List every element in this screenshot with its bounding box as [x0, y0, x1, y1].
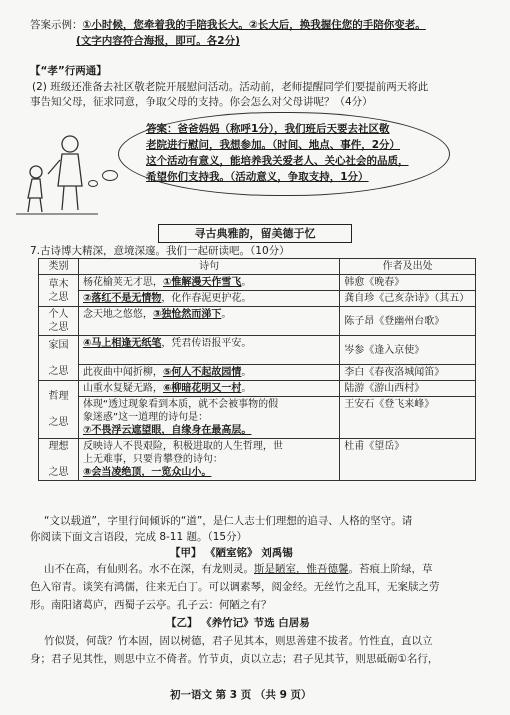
verse-cell: 念天地之悠悠，③独怆然而涕下。	[78, 307, 339, 336]
verse-cell: ④马上相逢无纸笔，凭君传语报平安。	[78, 336, 339, 365]
question-2-line-1: (2) 班级还准备去社区敬老院开展慰问活动。活动前，老师提醒同学们要提前两天将此	[32, 81, 429, 93]
table-header-row	[39, 259, 476, 275]
category-cell: 草木 之思	[39, 275, 79, 307]
mother-child-illustration	[12, 126, 102, 216]
header-verse: 诗句	[78, 259, 339, 275]
table-row	[39, 397, 476, 439]
poem-table	[38, 258, 476, 481]
answer-score-note: (文字内容符合海报，即可。各2分)	[76, 35, 240, 47]
category-cell: 理想 之思	[39, 439, 79, 481]
wen-intro-2: 你阅读下面文言语段，完成 8-11 题。（15分）	[30, 531, 248, 543]
verse-cell: 体现“透过现象看到本质，就不会被事物的假 象迷惑”这一道理的诗句是： ⑦不畏浮云遮望眼，自缘身在最高层。	[78, 397, 339, 439]
jia-title: 【甲】 《陋室铭》 刘禹锡	[170, 547, 293, 559]
cloud-answer-3: 这个活动有意义，能培养我关爱老人、关心社会的品质，	[146, 155, 409, 167]
source-cell: 李白《春夜洛城闻笛》	[340, 365, 476, 381]
cloud-answer-2: 老院进行慰问，我想参加。（时间、地点、事件，2分）	[146, 139, 401, 151]
answer-label: 答案示例：	[30, 19, 83, 31]
jia-line-2: 色入帘青。谈笑有鸿儒，往来无白丁。可以调素琴，阅金经。无丝竹之乱耳，无案牍之劳	[30, 581, 440, 593]
source-cell: 陆游《游山西村》	[340, 381, 476, 397]
table-row	[39, 365, 476, 381]
verse-cell: ②落红不是无情物，化作春泥更护花。	[78, 291, 339, 307]
wen-intro-1: “文以载道”，字里行间倾诉的“道”，是仁人志士们理想的追寻、人格的坚守。请	[44, 515, 413, 527]
question-7-intro: 7.古诗博大精深，意境深邃。我们一起研读吧。（10分）	[30, 245, 290, 257]
source-cell: 岑参《逢入京使》	[340, 336, 476, 365]
category-cell: 家国 之思	[39, 336, 79, 381]
header-source: 作者及出处	[340, 259, 476, 275]
jia-line-1: 山不在高，有仙则名。水不在深，有龙则灵。斯是陋室，惟吾德馨。苔痕上阶绿，草	[44, 563, 433, 575]
table-row	[39, 381, 476, 397]
verse-cell: 杨花榆荚无才思，①惟解漫天作雪飞。	[78, 275, 339, 291]
section-heading-xiao: 【“孝”行两通】	[30, 65, 107, 77]
verse-cell: 山重水复疑无路，⑥柳暗花明又一村。	[78, 381, 339, 397]
yi-line-1: 竹似贤，何哉？竹本固，固以树德，君子见其本，则思善建不拔者。竹性直，直以立	[44, 635, 433, 647]
cloud-tail	[102, 170, 118, 181]
table-row	[39, 336, 476, 365]
answer-text-1: ①小时候，您牵着我的手陪我长大。②长大后，换我握住您的手陪你变老。	[82, 19, 426, 31]
cloud-answer-1: 答案：爸爸妈妈（称呼1分），我们班后天要去社区敬	[146, 123, 390, 135]
cloud-tail-small	[88, 180, 98, 187]
source-cell: 龚自珍《己亥杂诗》（其五）	[340, 291, 476, 307]
source-cell: 王安石《登飞来峰》	[340, 397, 476, 439]
table-row	[39, 307, 476, 336]
answer-example-line	[30, 18, 426, 32]
cloud-answer-4: 希望你们支持我。（活动意义，争取支持，1分）	[146, 171, 369, 183]
source-cell: 韩愈《晚春》	[340, 275, 476, 291]
header-category: 类别	[39, 259, 79, 275]
verse-cell: 反映诗人不畏艰险，积极进取的人生哲理，世 上无难事，只要肯攀登的诗句： ⑧会当凌绝顶，一览众山小。	[78, 439, 339, 481]
section-banner: 寻古典雅韵，留美德于忆	[158, 224, 352, 243]
table-row	[39, 439, 476, 481]
source-cell: 陈子昂《登幽州台歌》	[340, 307, 476, 336]
category-cell: 哲理 之思	[39, 381, 79, 439]
question-2-line-2: 事告知父母，征求同意，争取父母的支持。你会怎么对父母讲呢？（4分）	[30, 96, 373, 108]
table-row	[39, 291, 476, 307]
verse-cell: 此夜曲中闻折柳，⑤何人不起故园情。	[78, 365, 339, 381]
jia-line-3: 形。南阳诸葛庐，西蜀子云亭。孔子云：何陋之有？	[30, 599, 272, 611]
page-footer: 初一语文 第 3 页 （共 9 页）	[170, 689, 312, 701]
yi-line-2: 身；君子见其性，则思中立不倚者。竹节贞，贞以立志；君子见其节，则思砥砺①名行，	[30, 653, 439, 665]
category-cell: 个人 之思	[39, 307, 79, 336]
table-row	[39, 275, 476, 291]
source-cell: 杜甫《望岳》	[340, 439, 476, 481]
yi-title: 【乙】 《养竹记》节选 白居易	[166, 617, 310, 629]
